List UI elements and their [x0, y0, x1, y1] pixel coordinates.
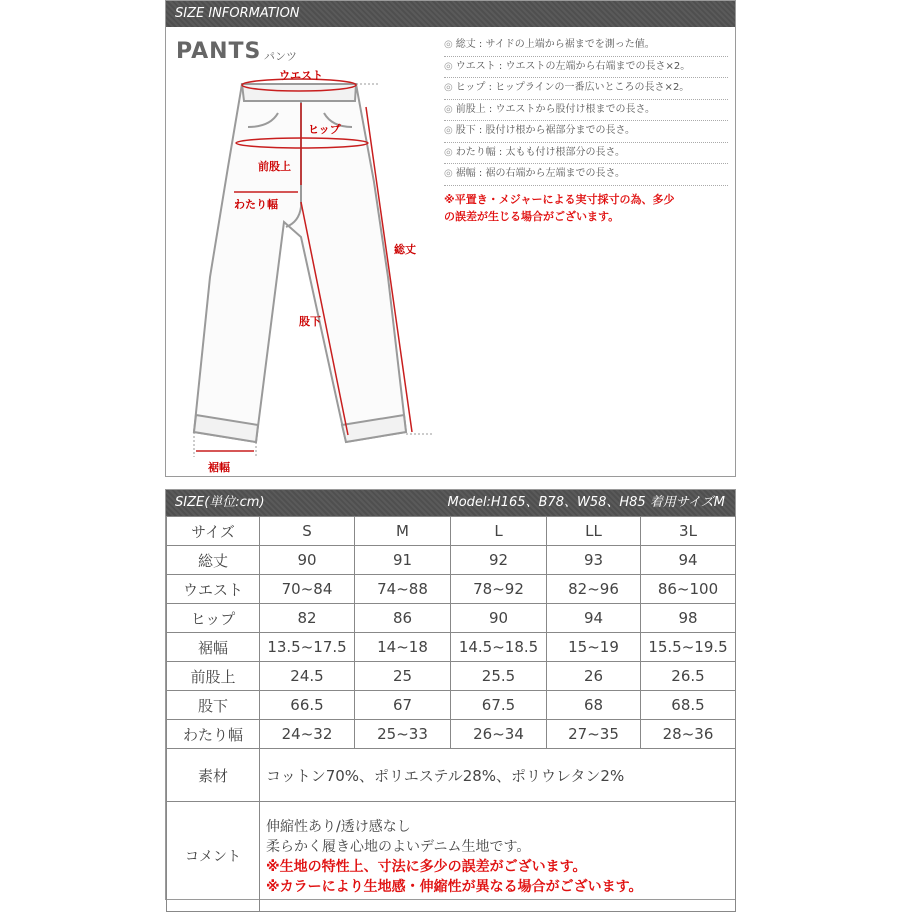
table-cell: 82~96: [547, 575, 641, 604]
hip-label: ヒップ: [308, 123, 341, 136]
row-label: わたり幅: [167, 720, 260, 749]
table-cell: 25: [355, 662, 451, 691]
size-column-header: 3L: [641, 517, 736, 546]
table-cell: 26~34: [451, 720, 547, 749]
definition-item: ◎ 前股上 : ウエストから股付け根までの長さ。: [444, 100, 728, 122]
comment-line: 伸縮性あり/透け感なし: [266, 818, 411, 835]
table-cell: 93: [547, 546, 641, 575]
bullet-icon: ◎: [444, 39, 453, 50]
pants-subtitle: パンツ: [264, 50, 297, 63]
definition-item: ◎ ウエスト : ウエストの左端から右端までの長さ×2。: [444, 57, 728, 79]
table-cell: 68.5: [641, 691, 736, 720]
row-label: 前股上: [167, 662, 260, 691]
table-cell: 26.5: [641, 662, 736, 691]
bullet-icon: ◎: [444, 125, 453, 136]
definition-item: ◎ ヒップ : ヒップラインの一番広いところの長さ×2。: [444, 78, 728, 100]
front-rise-label: 前股上: [258, 160, 291, 173]
bullet-icon: ◎: [444, 168, 453, 179]
size-column-header: L: [451, 517, 547, 546]
table-cell: 14~18: [355, 633, 451, 662]
row-label: 総丈: [167, 546, 260, 575]
size-header-label: サイズ: [167, 517, 260, 546]
table-cell: 94: [641, 546, 736, 575]
row-label: ウエスト: [167, 575, 260, 604]
table-cell: 92: [451, 546, 547, 575]
table-cell: 28~36: [641, 720, 736, 749]
table-cell: 90: [451, 604, 547, 633]
table-row: [167, 546, 736, 575]
hem-label: 裾幅: [208, 461, 230, 474]
pants-title: PANTS: [176, 39, 262, 64]
table-cell: 25~33: [355, 720, 451, 749]
definition-item: ◎ 総丈 : サイドの上端から裾までを測った値。: [444, 35, 728, 57]
table-cell: 15~19: [547, 633, 641, 662]
comment-row: [167, 802, 736, 912]
table-row: [167, 720, 736, 749]
table-cell: 82: [260, 604, 355, 633]
table-cell: 27~35: [547, 720, 641, 749]
table-cell: 86: [355, 604, 451, 633]
bullet-icon: ◎: [444, 146, 453, 158]
table-cell: 67: [355, 691, 451, 720]
size-header-row: [167, 517, 736, 546]
table-cell: 94: [547, 604, 641, 633]
thigh-label: わたり幅: [234, 198, 278, 211]
inseam-label: 股下: [299, 315, 321, 328]
bullet-icon: ◎: [444, 82, 453, 93]
row-label: 裾幅: [167, 633, 260, 662]
comment-line: 柔らかく履き心地のよいデニム生地です。: [266, 838, 531, 855]
table-row: [167, 575, 736, 604]
size-table: [166, 516, 736, 912]
size-table-panel: [165, 489, 736, 900]
table-cell: 98: [641, 604, 736, 633]
measurement-note: ※平置き・メジャーによる実寸採寸の為、多少 の誤差が生じる場合がございます。: [444, 193, 675, 223]
table-cell: 14.5~18.5: [451, 633, 547, 662]
table-cell: 26: [547, 662, 641, 691]
size-column-header: S: [260, 517, 355, 546]
size-information-panel: [165, 0, 736, 477]
table-row: [167, 662, 736, 691]
table-cell: 25.5: [451, 662, 547, 691]
table-cell: 70~84: [260, 575, 355, 604]
size-information-header: [166, 1, 735, 27]
comment-label: コメント: [167, 802, 260, 912]
model-info: Model:H165、B78、W58、H85 着用サイズM: [447, 495, 725, 510]
size-unit-label: SIZE(単位:cm): [175, 495, 265, 510]
material-label: 素材: [167, 749, 260, 802]
table-cell: 15.5~19.5: [641, 633, 736, 662]
table-cell: 24~32: [260, 720, 355, 749]
length-label: 総丈: [394, 243, 416, 256]
table-row: [167, 604, 736, 633]
size-column-header: LL: [547, 517, 641, 546]
table-cell: 68: [547, 691, 641, 720]
table-cell: 78~92: [451, 575, 547, 604]
material-row: [167, 749, 736, 802]
definition-item: ◎ 股下 : 股付け根から裾部分までの長さ。: [444, 121, 728, 143]
table-cell: 86~100: [641, 575, 736, 604]
table-row: [167, 633, 736, 662]
comment-value: [260, 802, 736, 912]
bullet-icon: ◎: [444, 60, 453, 72]
measurement-definitions: [444, 35, 728, 186]
size-table-header: [166, 490, 735, 516]
size-column-header: M: [355, 517, 451, 546]
table-cell: 91: [355, 546, 451, 575]
definition-item: ◎ わたり幅 : 太もも付け根部分の長さ。: [444, 143, 728, 165]
table-cell: 13.5~17.5: [260, 633, 355, 662]
waist-label: ウエスト: [279, 69, 323, 82]
comment-line: ※カラーにより生地感・伸縮性が異なる場合がございます。: [266, 878, 643, 895]
row-label: 股下: [167, 691, 260, 720]
size-information-title: SIZE INFORMATION: [175, 6, 300, 21]
waistband-shape: [242, 84, 356, 101]
table-row: [167, 691, 736, 720]
bullet-icon: ◎: [444, 103, 453, 115]
comment-line: ※生地の特性上、寸法に多少の誤差がございます。: [266, 858, 587, 875]
table-cell: 74~88: [355, 575, 451, 604]
table-cell: 24.5: [260, 662, 355, 691]
definition-item: ◎ 裾幅 : 裾の右端から左端までの長さ。: [444, 164, 728, 186]
row-label: ヒップ: [167, 604, 260, 633]
table-cell: 67.5: [451, 691, 547, 720]
table-cell: 90: [260, 546, 355, 575]
material-value: コットン70%、ポリエステル28%、ポリウレタン2%: [260, 749, 736, 802]
table-cell: 66.5: [260, 691, 355, 720]
